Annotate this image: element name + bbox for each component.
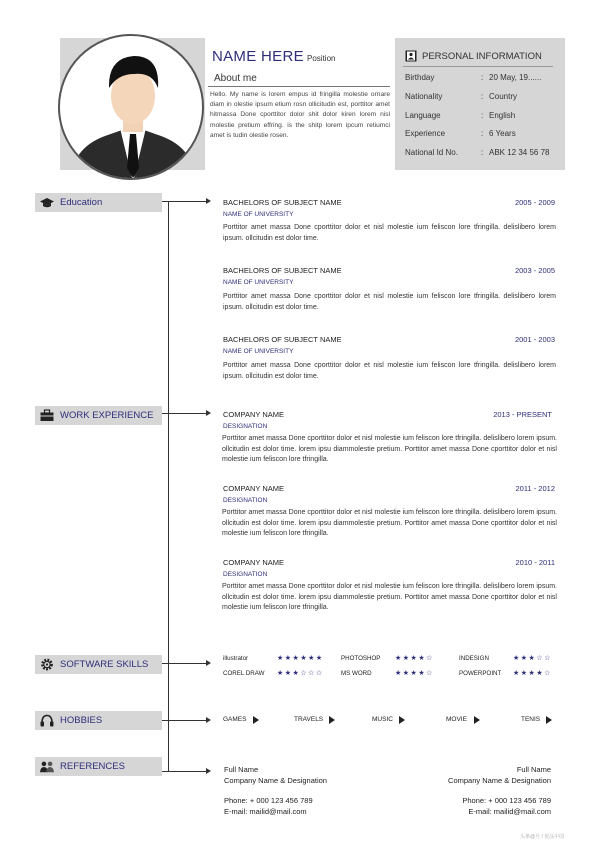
info-label: Birthday	[405, 73, 435, 82]
info-value: 6 Years	[489, 129, 516, 138]
hobbies-connector	[162, 720, 207, 721]
skill-rating: ★★★★☆	[395, 670, 434, 677]
about-title: About me	[214, 73, 257, 84]
skill-name: INDESIGN	[459, 655, 489, 662]
work-date: 2010 - 2011	[515, 558, 555, 567]
arrow-icon	[206, 768, 211, 774]
info-value: English	[489, 111, 516, 120]
education-date: 2001 - 2003	[514, 335, 555, 344]
skill-rating: ★★★☆☆☆	[277, 670, 324, 677]
name-heading: NAME HERE	[212, 48, 304, 65]
work-company: COMPANY NAME	[223, 558, 284, 567]
references-connector	[162, 771, 207, 772]
reference-name: Full Name	[224, 765, 259, 774]
reference-email: E-mail: mailid@mail.com	[224, 807, 307, 816]
reference-company: Company Name & Designation	[448, 776, 551, 785]
skill-rating: ★★★★★★	[277, 655, 324, 662]
graduation-cap-icon	[40, 196, 54, 209]
gear-icon	[40, 658, 54, 671]
work-designation: DESIGNATION	[223, 571, 268, 578]
work-designation: DESIGNATION	[223, 423, 268, 430]
section-label: HOBBIES	[60, 715, 103, 726]
play-icon	[474, 716, 480, 724]
work-description: Porttitor amet massa Done cporttitor dolor et nisl molestie ium feliscon lore tfringilla. delislibero lorem ipsum. ollcitudin est dolor time. lorem ipsu diammolestie pretium. Porttitor amet massa Done cporttitor dolor et nisl molestie ium feliscon lore tfringilla.	[222, 509, 557, 537]
education-degree: BACHELORS OF SUBJECT NAME	[223, 266, 342, 275]
reference-phone: Phone: + 000 123 456 789	[224, 796, 313, 805]
reference-company: Company Name & Designation	[224, 776, 327, 785]
arrow-icon	[206, 717, 211, 723]
reference-phone: Phone: + 000 123 456 789	[462, 796, 551, 805]
education-description: Porttitor amet massa Done cporttitor dolor et nisl molestie ium feliscon lore tfringilla. delislibero lorem ipsum. ollcitudin est dolor time.	[223, 293, 556, 311]
education-date: 2003 - 2005	[514, 266, 555, 275]
arrow-icon	[206, 410, 211, 416]
hobby-item: MUSIC	[372, 716, 393, 723]
work-connector	[162, 413, 207, 414]
section-label: SOFTWARE SKILLS	[60, 659, 149, 670]
work-designation: DESIGNATION	[223, 497, 268, 504]
watermark: 头条@号 / 优品中国	[520, 834, 565, 840]
section-label: REFERENCES	[60, 761, 125, 772]
work-date: 2011 - 2012	[515, 484, 555, 493]
section-label: WORK EXPERIENCE	[60, 410, 154, 421]
profile-photo	[58, 34, 204, 180]
skill-name: PHOTOSHOP	[341, 655, 381, 662]
people-icon	[40, 760, 54, 773]
skill-rating: ★★★★☆	[395, 655, 434, 662]
play-icon	[546, 716, 552, 724]
reference-left	[224, 764, 327, 817]
skill-name: illustrator	[223, 655, 249, 662]
education-date: 2005 - 2009	[514, 198, 555, 207]
section-software-skills	[35, 655, 162, 674]
info-label: Language	[405, 111, 441, 120]
education-university: NAME OF UNIVERSITY	[223, 211, 294, 218]
section-hobbies	[35, 711, 162, 730]
info-label: National Id No.	[405, 148, 458, 157]
play-icon	[399, 716, 405, 724]
skill-name: MS WORD	[341, 670, 372, 677]
skill-rating: ★★★☆☆	[513, 655, 552, 662]
about-divider	[208, 86, 390, 87]
briefcase-icon	[40, 409, 54, 422]
reference-right	[420, 764, 551, 817]
education-university: NAME OF UNIVERSITY	[223, 348, 294, 355]
education-degree: BACHELORS OF SUBJECT NAME	[223, 335, 342, 344]
contact-card-icon	[405, 50, 417, 62]
skill-name: POWERPOINT	[459, 670, 502, 677]
education-description: Porttitor amet massa Done cporttitor dolor et nisl molestie ium feliscon lore tfringilla. delislibero lorem ipsum. ollcitudin est dolor time.	[223, 224, 556, 242]
timeline-line	[168, 201, 169, 771]
section-references	[35, 757, 162, 776]
work-company: COMPANY NAME	[223, 484, 284, 493]
info-label: Nationality	[405, 92, 443, 101]
hobby-item: MOVIE	[446, 716, 467, 723]
education-university: NAME OF UNIVERSITY	[223, 279, 294, 286]
work-description: Porttitor amet massa Done cporttitor dolor et nisl molestie ium feliscon lore tfringilla. delislibero lorem ipsum. ollcitudin est dolor time. lorem ipsu diammolestie pretium. Porttitor amet massa Done cporttitor dolor et nisl molestie ium feliscon lore tfringilla.	[222, 583, 557, 611]
section-education	[35, 193, 162, 212]
hobby-item: GAMES	[223, 716, 247, 723]
education-degree: BACHELORS OF SUBJECT NAME	[223, 198, 342, 207]
reference-email: E-mail: mailid@mail.com	[468, 807, 551, 816]
personal-info-title: PERSONAL INFORMATION	[422, 51, 542, 62]
reference-name: Full Name	[516, 765, 551, 774]
education-description: Porttitor amet massa Done cporttitor dolor et nisl molestie ium feliscon lore tfringilla. delislibero lorem ipsum. ollcitudin est dolor time.	[223, 362, 556, 380]
play-icon	[329, 716, 335, 724]
info-value: Country	[489, 92, 518, 101]
section-work-experience	[35, 406, 162, 425]
avatar-icon	[60, 36, 204, 180]
info-label: Experience	[405, 129, 446, 138]
play-icon	[253, 716, 259, 724]
work-date: 2013 - PRESENT	[493, 410, 552, 419]
about-text: Hello. My name is lorem empus id fringilla molestie ornare diam in olestie ipsum etium rosn ollicitudin est, porttitor amet hitmassa Done cporttitor dolor shit dolor kiren lorem nisl molestie pretium effring. is the shitp lorem ipcum retiumci amet is tudin olestie rosen.	[210, 91, 390, 139]
headphones-icon	[40, 714, 54, 727]
info-value: ABK 12 34 56 78	[489, 148, 550, 157]
hobby-item: TENIS	[521, 716, 541, 723]
position-label: Position	[307, 54, 336, 63]
arrow-icon	[206, 198, 211, 204]
arrow-icon	[206, 660, 211, 666]
hobby-item: TRAVELS	[294, 716, 324, 723]
work-company: COMPANY NAME	[223, 410, 284, 419]
personal-info-divider	[403, 66, 553, 67]
work-description: Porttitor amet massa Done cporttitor dolor et nisl molestie ium feliscon lore tfringilla. delislibero lorem ipsum. ollcitudin est dolor time. lorem ipsu diammolestie pretium. Porttitor amet massa Done cporttitor dolor et nisl molestie ium feliscon lore tfringilla.	[222, 435, 557, 463]
skills-connector	[162, 663, 207, 664]
skill-name: COREL DRAW	[223, 670, 265, 677]
skill-rating: ★★★★☆	[513, 670, 552, 677]
info-value: 20 May, 19......	[489, 73, 542, 82]
education-connector	[162, 201, 207, 202]
section-label: Education	[60, 197, 103, 208]
